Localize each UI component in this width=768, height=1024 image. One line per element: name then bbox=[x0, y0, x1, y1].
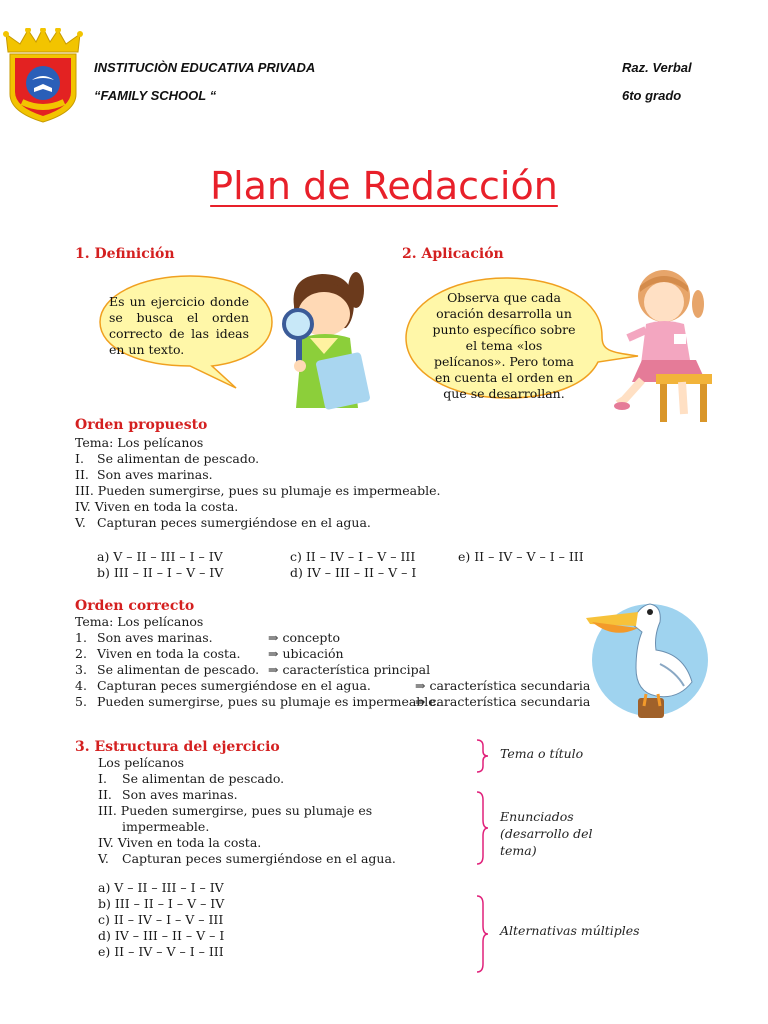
definition-speech-bubble bbox=[90, 270, 290, 392]
school-logo bbox=[2, 28, 84, 124]
option-e: e) II – IV – V – I – III bbox=[98, 944, 224, 959]
option-b: b) III – II – I – V – IV bbox=[97, 565, 224, 580]
list-item: V. Capturan peces sumergiéndose en el agua. bbox=[75, 515, 371, 530]
brace-enunciados bbox=[474, 790, 490, 866]
list-item: IV. Viven en toda la costa. bbox=[98, 835, 262, 850]
note-caracteristica-secundaria-1: ⇒ característica secundaria bbox=[415, 678, 591, 693]
subject-label: Raz. Verbal bbox=[622, 60, 692, 75]
option-a: a) V – II – III – I – IV bbox=[98, 880, 224, 895]
estructura-heading: 3. Estructura del ejercicio bbox=[75, 739, 280, 755]
list-item: IV. Viven en toda la costa. bbox=[75, 499, 239, 514]
school-name: “FAMILY SCHOOL “ bbox=[94, 88, 217, 103]
estructura-options bbox=[98, 880, 224, 960]
list-item: I. Se alimentan de pescado. bbox=[98, 771, 285, 786]
girl-magnifier-illustration bbox=[280, 268, 382, 410]
list-item: 4. Capturan peces sumergiéndose en el agua. bbox=[75, 678, 371, 693]
brace-alternativas bbox=[474, 894, 490, 974]
brace-tema bbox=[474, 738, 490, 774]
orden-propuesto-block bbox=[75, 435, 440, 531]
aplicacion-text: Observa que cada oración desarrolla un punto específico sobre el tema «los pelícanos». Pero toma en cuenta el orden en que se desarrollan. bbox=[432, 290, 576, 401]
grade-label: 6to grado bbox=[622, 88, 682, 103]
note-ubicacion: ⇒ ubicación bbox=[268, 646, 344, 661]
institution-name: INSTITUCIÒN EDUCATIVA PRIVADA bbox=[94, 60, 316, 75]
section-definicion-heading: 1. Definición bbox=[75, 246, 175, 262]
list-item: III. Pueden sumergirse, pues su plumaje es impermeable. bbox=[75, 483, 441, 498]
option-d: d) IV – III – II – V – I bbox=[290, 565, 417, 580]
list-item: II. Son aves marinas. bbox=[75, 467, 213, 482]
orden-propuesto-heading: Orden propuesto bbox=[75, 417, 208, 433]
option-c: c) II – IV – I – V – III bbox=[290, 549, 416, 564]
option-a: a) V – II – III – I – IV bbox=[97, 549, 223, 564]
tema-label: Tema: Los pelícanos bbox=[75, 435, 204, 450]
note-caracteristica-secundaria-2: ⇒ característica secundaria bbox=[415, 694, 591, 709]
note-concepto: ⇒ concepto bbox=[268, 630, 340, 645]
list-item: III. Pueden sumergirse, pues su plumaje es bbox=[98, 803, 373, 818]
girl-sitting-illustration bbox=[612, 264, 720, 426]
option-b: b) III – II – I – V – IV bbox=[98, 896, 225, 911]
list-item: impermeable. bbox=[122, 819, 210, 834]
list-item: 3. Se alimentan de pescado. bbox=[75, 662, 260, 677]
list-item: 2. Viven en toda la costa. bbox=[75, 646, 241, 661]
label-alternativas: Alternativas múltiples bbox=[500, 923, 640, 938]
list-item: 1. Son aves marinas. bbox=[75, 630, 213, 645]
list-item: 5. Pueden sumergirse, pues su plumaje es impermeable. bbox=[75, 694, 440, 709]
pelican-illustration bbox=[580, 588, 708, 720]
estructura-list bbox=[98, 771, 396, 867]
list-item: V. Capturan peces sumergiéndose en el agua. bbox=[98, 851, 396, 866]
page-title: Plan de Redacción bbox=[210, 164, 558, 208]
option-d: d) IV – III – II – V – I bbox=[98, 928, 225, 943]
list-item: II. Son aves marinas. bbox=[98, 787, 238, 802]
note-caracteristica-principal: ⇒ característica principal bbox=[268, 662, 431, 677]
orden-correcto-tema: Tema: Los pelícanos bbox=[75, 614, 204, 629]
label-enunciados: Enunciados (desarrollo del tema) bbox=[500, 809, 593, 858]
definition-text: Es un ejercicio donde se busca el orden correcto de las ideas en un texto. bbox=[109, 294, 249, 357]
option-e: e) II – IV – V – I – III bbox=[458, 549, 584, 564]
orden-correcto-heading: Orden correcto bbox=[75, 598, 195, 614]
label-tema-titulo: Tema o título bbox=[500, 746, 584, 761]
estructura-tema: Los pelícanos bbox=[98, 755, 185, 770]
section-aplicacion-heading: 2. Aplicación bbox=[402, 246, 504, 262]
aplicacion-speech-bubble bbox=[400, 274, 644, 410]
option-c: c) II – IV – I – V – III bbox=[98, 912, 224, 927]
list-item: I. Se alimentan de pescado. bbox=[75, 451, 260, 466]
